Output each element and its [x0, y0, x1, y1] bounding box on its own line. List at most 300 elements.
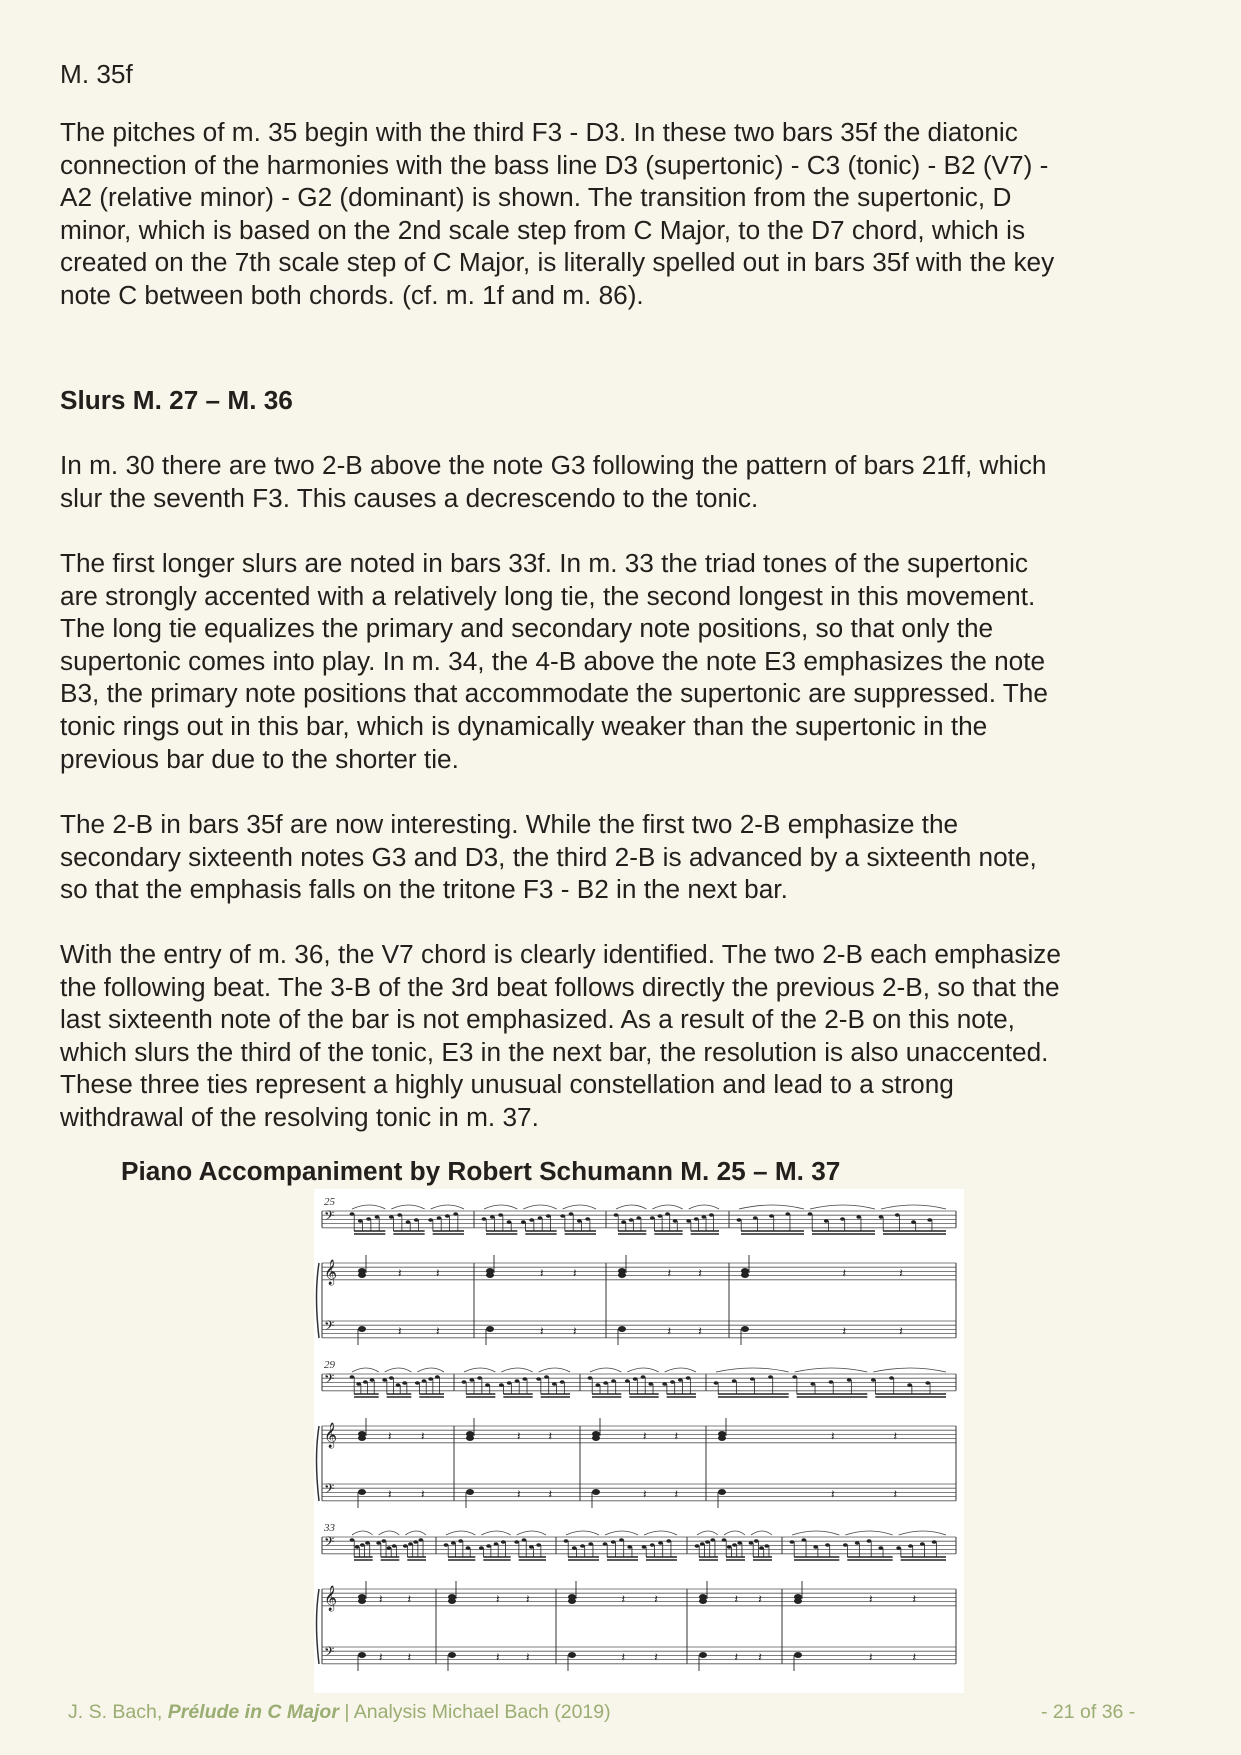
quarter-rest-icon: 𝄽: [643, 1487, 647, 1501]
slur: [352, 1531, 373, 1535]
bass-note: [741, 1326, 749, 1332]
treble-clef-icon: 𝄞: [324, 1259, 338, 1284]
chord-note: [466, 1435, 474, 1441]
note-head: [621, 1220, 626, 1224]
brace-icon: [317, 1263, 320, 1338]
note-head: [507, 1381, 512, 1385]
quarter-rest-icon: 𝄽: [831, 1487, 835, 1501]
note-head: [896, 1546, 901, 1550]
note-head: [435, 1375, 440, 1379]
chord-note: [741, 1272, 749, 1278]
slur: [501, 1368, 532, 1372]
slur: [795, 1368, 868, 1372]
footer-author: J. S. Bach,: [68, 1701, 168, 1723]
quarter-rest-icon: 𝄽: [526, 1592, 530, 1606]
slur: [352, 1205, 385, 1209]
quarter-rest-icon: 𝄽: [842, 1266, 847, 1280]
note-head: [546, 1214, 551, 1218]
note-head: [750, 1377, 755, 1381]
score-image: [314, 1189, 964, 1693]
note-head: [406, 1220, 411, 1224]
note-head: [701, 1215, 706, 1219]
note-head: [397, 1213, 402, 1217]
note-head: [494, 1542, 499, 1546]
note-head: [907, 1383, 912, 1387]
bass-note: [358, 1489, 366, 1495]
slur: [627, 1368, 658, 1372]
note-head: [360, 1543, 365, 1547]
note-head: [515, 1379, 520, 1383]
quarter-rest-icon: 𝄽: [526, 1650, 530, 1664]
note-head: [722, 1538, 727, 1542]
note-head: [356, 1382, 361, 1386]
quarter-rest-icon: 𝄽: [573, 1266, 577, 1280]
quarter-rest-icon: 𝄽: [899, 1266, 903, 1280]
note-head: [662, 1382, 667, 1386]
note-head: [908, 1544, 913, 1548]
quarter-rest-icon: 𝄽: [548, 1487, 553, 1501]
note-head: [710, 1538, 715, 1542]
note-head: [428, 1218, 433, 1222]
note-head: [603, 1381, 608, 1385]
quarter-rest-icon: 𝄽: [621, 1592, 626, 1606]
bass-note: [592, 1489, 600, 1495]
note-head: [714, 1381, 719, 1385]
chord-note: [358, 1435, 366, 1441]
note-head: [695, 1544, 700, 1548]
quarter-rest-icon: 𝄽: [496, 1592, 500, 1606]
note-head: [614, 1213, 619, 1217]
note-head: [633, 1377, 638, 1381]
note-head: [428, 1377, 433, 1381]
note-head: [445, 1214, 450, 1218]
note-head: [658, 1541, 663, 1545]
quarter-rest-icon: 𝄽: [893, 1429, 898, 1443]
slur: [881, 1205, 946, 1209]
paragraph-text: The pitches of m. 35 begin with the third F3 - D3. In these two bars 35f the diatonic connection of the harmonies with the bass line D3 (supertonic) - C3 (tonic) - B2 (V7) - A2 (relative minor) - G2 (dominant) is shown. The transition from the supertonic, D minor, which is based on the 2nd scale step from C Major, to the D7 chord, which is created on the 7th scale step of C Major, is literally spelled out in bars 35f with the key note C between both chords. (cf. m. 1f and m. 86).: [60, 117, 1055, 310]
note-head: [507, 1220, 512, 1224]
note-head: [482, 1217, 487, 1221]
note-head: [552, 1382, 557, 1386]
quarter-rest-icon: 𝄽: [667, 1324, 672, 1338]
note-head: [458, 1539, 463, 1543]
quarter-rest-icon: 𝄽: [379, 1650, 383, 1664]
note-head: [389, 1215, 394, 1219]
note-head: [522, 1538, 527, 1542]
note-head: [749, 1541, 754, 1545]
bass-note: [568, 1652, 576, 1658]
note-head: [824, 1219, 829, 1223]
note-head: [569, 1212, 574, 1216]
quarter-rest-icon: 𝄽: [407, 1650, 412, 1664]
slur: [481, 1531, 510, 1535]
bass-note: [718, 1489, 726, 1495]
note-head: [350, 1375, 355, 1379]
paragraph-text: The first longer slurs are noted in bars 33f. In m. 33 the triad tones of the supertonic are strongly accented with a relatively long tie, the second longest in this movement. The long tie equalizes the primary and secondary note positions, so that only the supertonic comes into play. In m. 34, the 4-B above the note E3 emphasizes the note B3, the primary note positions that accommodate the supertonic are suppressed. The tonic rings out in this bar, which is dynamically weaker than the supertonic in the previous bar due to the shorter tie.: [60, 548, 1048, 774]
note-head: [727, 1545, 732, 1549]
bass-note: [486, 1326, 494, 1332]
quarter-rest-icon: 𝄽: [436, 1266, 440, 1280]
note-head: [625, 1379, 630, 1383]
note-head: [927, 1218, 932, 1222]
bass-clef-icon: 𝄢: [324, 1320, 335, 1337]
note-head: [737, 1218, 742, 1222]
quarter-rest-icon: 𝄽: [496, 1650, 500, 1664]
note-head: [694, 1217, 699, 1221]
note-head: [642, 1545, 647, 1549]
note-head: [536, 1377, 541, 1381]
note-head: [925, 1381, 930, 1385]
note-head: [389, 1376, 394, 1380]
quarter-rest-icon: 𝄽: [734, 1650, 739, 1664]
note-head: [847, 1378, 852, 1382]
footer-suffix: | Analysis Michael Bach (2019): [338, 1701, 611, 1723]
note-head: [665, 1212, 670, 1216]
note-head: [382, 1378, 387, 1382]
note-head: [732, 1543, 737, 1547]
page-number: - 21 of 36 -: [1041, 1701, 1136, 1723]
note-head: [466, 1546, 471, 1550]
note-head: [529, 1218, 534, 1222]
note-head: [486, 1544, 491, 1548]
slur: [417, 1368, 444, 1372]
quarter-rest-icon: 𝄽: [667, 1266, 672, 1280]
quarter-rest-icon: 𝄽: [621, 1650, 626, 1664]
note-head: [580, 1544, 585, 1548]
slur: [446, 1531, 475, 1535]
note-head: [686, 1376, 691, 1380]
note-head: [564, 1539, 569, 1543]
footer-citation: [68, 1700, 611, 1724]
note-head: [514, 1540, 519, 1544]
note-head: [560, 1380, 565, 1384]
note-head: [358, 1219, 363, 1223]
note-head: [768, 1375, 773, 1379]
note-head: [366, 1217, 371, 1221]
chord-note: [486, 1272, 494, 1278]
note-head: [920, 1542, 925, 1546]
note-head: [619, 1538, 624, 1542]
bass-note: [794, 1652, 802, 1658]
subheading-m35f: M. 35f: [60, 59, 133, 89]
note-head: [895, 1213, 900, 1217]
measure-number: 33: [324, 1522, 335, 1534]
note-head: [536, 1543, 541, 1547]
quarter-rest-icon: 𝄽: [831, 1429, 835, 1443]
note-head: [350, 1212, 355, 1216]
quarter-rest-icon: 𝄽: [517, 1487, 521, 1501]
paragraph-slurs-1: [60, 449, 1190, 514]
slur: [652, 1205, 682, 1209]
slur: [539, 1368, 570, 1372]
measure-number: 29: [324, 1359, 335, 1371]
note-head: [648, 1382, 653, 1386]
bass-clef-icon: 𝄢: [324, 1483, 335, 1500]
bass-note: [358, 1652, 366, 1658]
note-head: [376, 1541, 381, 1545]
quarter-rest-icon: 𝄽: [758, 1650, 762, 1664]
note-head: [365, 1541, 370, 1545]
note-head: [627, 1545, 632, 1549]
note-head: [370, 1378, 375, 1382]
note-head: [855, 1541, 860, 1545]
quarter-rest-icon: 𝄽: [654, 1650, 658, 1664]
slur: [405, 1531, 426, 1535]
slur: [739, 1205, 804, 1209]
slur: [464, 1368, 495, 1372]
slur: [431, 1205, 464, 1209]
bass-clef-icon: 𝄢: [324, 1646, 335, 1663]
slur: [616, 1205, 646, 1209]
note-head: [840, 1217, 845, 1221]
note-head: [499, 1383, 504, 1387]
quarter-rest-icon: 𝄽: [548, 1429, 553, 1443]
note-head: [705, 1540, 710, 1544]
note-head: [825, 1543, 830, 1547]
quarter-rest-icon: 𝄽: [654, 1592, 658, 1606]
paragraph-m35f: [60, 116, 1190, 312]
note-head: [498, 1213, 503, 1217]
chord-note: [568, 1598, 576, 1604]
note-head: [666, 1539, 671, 1543]
note-head: [790, 1540, 795, 1544]
note-head: [801, 1538, 806, 1542]
note-head: [572, 1546, 577, 1550]
note-head: [878, 1546, 883, 1550]
note-head: [577, 1219, 582, 1223]
note-head: [588, 1376, 593, 1380]
bass-clef-icon: 𝄢: [324, 1373, 335, 1390]
paragraph-slurs-4: [60, 938, 1190, 1134]
note-head: [629, 1218, 634, 1222]
note-head: [387, 1546, 392, 1550]
note-head: [650, 1543, 655, 1547]
note-head: [477, 1376, 482, 1380]
note-head: [867, 1539, 872, 1543]
section-heading-slurs: Slurs M. 27 – M. 36: [60, 385, 293, 415]
slur: [716, 1368, 789, 1372]
note-head: [871, 1378, 876, 1382]
note-head: [408, 1542, 413, 1546]
quarter-rest-icon: 𝄽: [698, 1324, 702, 1338]
quarter-rest-icon: 𝄽: [388, 1429, 392, 1443]
note-head: [810, 1382, 815, 1386]
note-head: [355, 1545, 360, 1549]
note-head: [469, 1378, 474, 1382]
note-head: [889, 1376, 894, 1380]
footer-work-title: Prélude in C Major: [167, 1701, 339, 1723]
note-head: [813, 1545, 818, 1549]
note-head: [650, 1216, 655, 1220]
note-head: [785, 1212, 790, 1216]
chord-note: [358, 1272, 366, 1278]
quarter-rest-icon: 𝄽: [869, 1650, 873, 1664]
quarter-rest-icon: 𝄽: [912, 1592, 917, 1606]
note-head: [658, 1214, 663, 1218]
note-head: [808, 1212, 813, 1216]
chord-note: [699, 1598, 707, 1604]
note-head: [673, 1219, 678, 1223]
quarter-rest-icon: 𝄽: [842, 1324, 847, 1338]
quarter-rest-icon: 𝄽: [643, 1429, 647, 1443]
note-head: [462, 1380, 467, 1384]
chord-note: [794, 1598, 802, 1604]
quarter-rest-icon: 𝄽: [698, 1266, 702, 1280]
note-head: [611, 1379, 616, 1383]
quarter-rest-icon: 𝄽: [573, 1324, 577, 1338]
note-head: [932, 1540, 937, 1544]
note-head: [843, 1543, 848, 1547]
note-head: [375, 1215, 380, 1219]
slur: [873, 1368, 946, 1372]
note-head: [709, 1213, 714, 1217]
quarter-rest-icon: 𝄽: [540, 1266, 544, 1280]
note-head: [829, 1380, 834, 1384]
chord-note: [448, 1598, 456, 1604]
note-head: [403, 1544, 408, 1548]
note-head: [479, 1546, 484, 1550]
note-head: [670, 1380, 675, 1384]
note-head: [700, 1542, 705, 1546]
note-head: [560, 1214, 565, 1218]
note-head: [501, 1540, 506, 1544]
quarter-rest-icon: 𝄽: [421, 1487, 425, 1501]
slur: [689, 1205, 719, 1209]
slur: [845, 1531, 892, 1535]
quarter-rest-icon: 𝄽: [899, 1324, 903, 1338]
note-head: [453, 1212, 458, 1216]
slur: [590, 1368, 621, 1372]
slur: [665, 1368, 696, 1372]
note-head: [392, 1544, 397, 1548]
note-head: [538, 1216, 543, 1220]
chord-note: [718, 1435, 726, 1441]
quarter-rest-icon: 𝄽: [407, 1592, 412, 1606]
bass-clef-icon: 𝄢: [324, 1536, 335, 1553]
note-head: [588, 1542, 593, 1546]
quarter-rest-icon: 𝄽: [388, 1487, 392, 1501]
slur: [751, 1531, 772, 1535]
chord-note: [358, 1598, 366, 1604]
quarter-rest-icon: 𝄽: [436, 1324, 440, 1338]
paragraph-slurs-2: [60, 547, 1190, 775]
quarter-rest-icon: 𝄽: [912, 1650, 917, 1664]
note-head: [396, 1383, 401, 1387]
quarter-rest-icon: 𝄽: [540, 1324, 544, 1338]
quarter-rest-icon: 𝄽: [734, 1592, 739, 1606]
quarter-rest-icon: 𝄽: [421, 1429, 425, 1443]
note-head: [603, 1542, 608, 1546]
note-head: [437, 1216, 442, 1220]
slur: [644, 1531, 677, 1535]
note-head: [737, 1541, 742, 1545]
quarter-rest-icon: 𝄽: [674, 1429, 679, 1443]
paragraph-slurs-3: [60, 808, 1190, 906]
slur: [484, 1205, 517, 1209]
bass-note: [699, 1652, 707, 1658]
slur: [724, 1531, 745, 1535]
note-head: [522, 1377, 527, 1381]
bass-note: [618, 1326, 626, 1332]
note-head: [636, 1216, 641, 1220]
note-head: [732, 1379, 737, 1383]
brace-icon: [317, 1426, 320, 1501]
slur: [379, 1531, 400, 1535]
bass-note: [448, 1652, 456, 1658]
treble-clef-icon: 𝄞: [324, 1422, 338, 1447]
note-head: [363, 1380, 368, 1384]
note-head: [754, 1539, 759, 1543]
bass-clef-icon: 𝄢: [324, 1210, 335, 1227]
slur: [899, 1531, 946, 1535]
note-head: [879, 1215, 884, 1219]
note-head: [678, 1378, 683, 1382]
slur: [563, 1205, 596, 1209]
note-head: [529, 1545, 534, 1549]
note-head: [611, 1540, 616, 1544]
chord-note: [618, 1272, 626, 1278]
bass-note: [466, 1489, 474, 1495]
sheet-music-score: [314, 1189, 964, 1693]
note-head: [585, 1217, 590, 1221]
slur: [352, 1368, 379, 1372]
note-head: [414, 1218, 419, 1222]
paragraph-text: With the entry of m. 36, the V7 chord is clearly identified. The two 2-B each emphasize the following beat. The 3-B of the 3rd beat follows directly the previous 2-B, so that the last sixteenth note of the bar is not emphasized. As a result of the 2-B on this note, which slurs the third of the tonic, E3 in the next bar, the resolution is also unaccented. These three ties represent a highly unusual constellation and lead to a strong withdrawal of the resolving tonic in m. 37.: [60, 939, 1061, 1132]
note-head: [350, 1538, 355, 1542]
note-head: [792, 1375, 797, 1379]
measure-number: 25: [324, 1196, 335, 1208]
note-head: [418, 1538, 423, 1542]
slur: [385, 1368, 412, 1372]
chord-note: [592, 1435, 600, 1441]
note-head: [753, 1216, 758, 1220]
note-head: [444, 1543, 449, 1547]
quarter-rest-icon: 𝄽: [674, 1487, 679, 1501]
note-head: [485, 1383, 490, 1387]
slur: [523, 1205, 556, 1209]
note-head: [422, 1379, 427, 1383]
quarter-rest-icon: 𝄽: [869, 1592, 873, 1606]
quarter-rest-icon: 𝄽: [517, 1429, 521, 1443]
note-head: [759, 1546, 764, 1550]
slur: [605, 1531, 638, 1535]
figure-caption: Piano Accompaniment by Robert Schumann M. 25 – M. 37: [121, 1156, 841, 1186]
slur: [517, 1531, 546, 1535]
note-head: [595, 1383, 600, 1387]
slur: [792, 1531, 839, 1535]
note-head: [764, 1544, 769, 1548]
note-head: [521, 1220, 526, 1224]
note-head: [490, 1215, 495, 1219]
note-head: [381, 1539, 386, 1543]
note-head: [856, 1215, 861, 1219]
note-head: [911, 1220, 916, 1224]
paragraph-text: In m. 30 there are two 2-B above the note G3 following the pattern of bars 21ff, which slur the seventh F3. This causes a decrescendo to the tonic.: [60, 450, 1047, 513]
note-head: [544, 1375, 549, 1379]
bass-note: [358, 1326, 366, 1332]
slur: [391, 1205, 424, 1209]
note-head: [686, 1219, 691, 1223]
note-head: [769, 1214, 774, 1218]
quarter-rest-icon: 𝄽: [758, 1592, 762, 1606]
quarter-rest-icon: 𝄽: [379, 1592, 383, 1606]
quarter-rest-icon: 𝄽: [893, 1487, 898, 1501]
note-head: [415, 1381, 420, 1385]
paragraph-text: The 2-B in bars 35f are now interesting. While the first two 2-B emphasize the secondary sixteenth notes G3 and D3, the third 2-B is advanced by a sixteenth note, so that the emphasis falls on the tritone F3 - B2 in the next bar.: [60, 809, 1037, 905]
note-head: [451, 1541, 456, 1545]
quarter-rest-icon: 𝄽: [398, 1266, 402, 1280]
slur: [697, 1531, 718, 1535]
